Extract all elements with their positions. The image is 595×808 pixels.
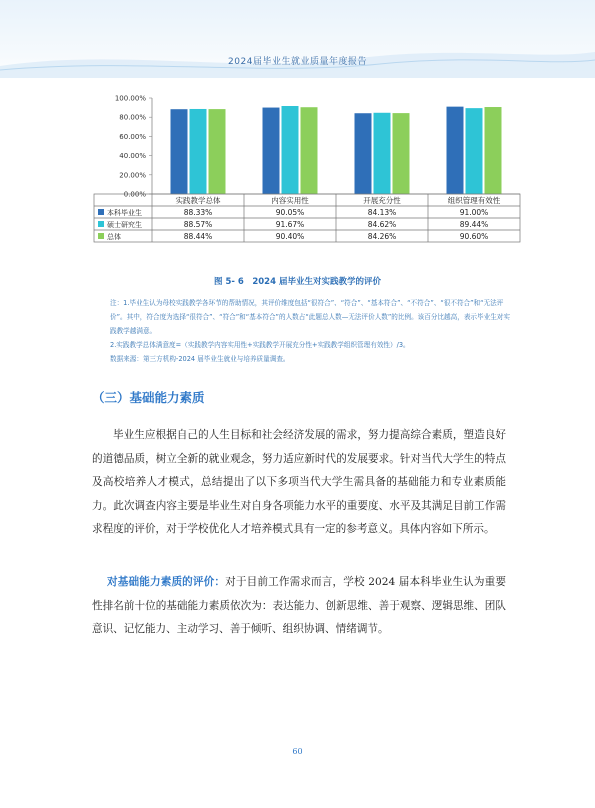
legend-swatch-2 [98,233,104,239]
x-category-label: 实践教学总体 [175,196,221,205]
x-category-label: 组织管理有效性 [447,196,501,205]
body-paragraph-2 [92,571,506,642]
data-label-0-1: 90.05% [275,208,305,217]
bar-2-0 [209,109,226,194]
legend-label-0: 本科毕业生 [107,209,142,217]
paragraph-2-text: 对于目前工作需求而言，学校 2024 届本科毕业生认为重要性排名前十位的基础能力素质依次为：表达能力、创新思维、善于观察、逻辑思维、团队意识、记忆能力、主动学习、善于倾听、组织协调、情绪调节。 [92,576,506,635]
legend-label-1: 硕士研究生 [107,221,142,229]
legend-swatch-0 [98,209,104,215]
y-tick-label: 100.00% [114,94,146,103]
data-label-2-0: 88.44% [183,232,213,241]
data-label-1-0: 88.57% [183,220,213,229]
bar-2-1 [301,107,318,194]
note-source: 数据来源：第三方机构-2024 届毕业生就业与培养质量调查。 [110,355,290,363]
data-label-1-2: 84.62% [367,220,397,229]
y-tick-label: 60.00% [119,132,146,141]
data-label-2-2: 84.26% [367,232,397,241]
paragraph-lead-in: 对基础能力素质的评价： [107,576,226,588]
legend-label-2: 总体 [107,233,121,241]
bar-1-3 [466,108,483,194]
bar-1-0 [190,109,207,194]
data-label-2-3: 90.60% [459,232,489,241]
y-tick-label: 0.00% [123,190,146,199]
data-label-0-2: 84.13% [367,208,397,217]
y-tick-label: 80.00% [119,113,146,122]
note-2: 2.实践教学总体满意度=（实践教学内容实用性+实践教学开展充分性+实践教学组织管理有效性）/3。 [110,341,410,349]
x-category-label: 内容实用性 [271,196,309,205]
running-header-title: 2024届毕业生就业质量年度报告 [228,57,367,67]
data-label-1-3: 89.44% [459,220,489,229]
legend-swatch-1 [98,221,104,227]
bar-2-2 [393,113,410,194]
section-heading: （三）基础能力素质 [92,390,205,405]
practice-teaching-bar-chart [90,92,520,252]
bar-2-3 [485,107,502,194]
bar-1-2 [374,113,391,194]
y-tick-label: 20.00% [119,171,146,180]
data-label-2-1: 90.40% [275,232,305,241]
bar-0-2 [355,113,372,194]
data-label-0-0: 88.33% [183,208,213,217]
bar-1-1 [282,106,299,194]
figure-notes [92,296,512,366]
page-number: 60 [292,747,303,756]
data-label-0-3: 91.00% [459,208,489,217]
figure-caption: 图 5- 6 2024 届毕业生对实践教学的评价 [214,277,381,287]
bar-0-3 [447,107,464,194]
x-category-label: 开展充分性 [363,196,401,205]
bar-0-1 [263,108,280,194]
note-1: 注：1.毕业生认为母校实践教学各环节的帮助情况，其评价维度包括“很符合”、“符合”、“基本符合”、“不符合”、“很不符合”和“无法评价”。其中，符合度为选择“很符合”、“符合”和“基本符合”的人数占“此题总人数—无法评价人数”的比例。该百分比越高，表示毕业生对实践教学越满意。 [110,299,510,335]
y-tick-label: 40.00% [119,152,146,161]
bar-0-0 [171,109,188,194]
body-paragraph-1: 毕业生应根据自己的人生目标和社会经济发展的需求，努力提高综合素质，塑造良好的道德品质，树立全新的就业观念，努力适应新时代的发展要求。针对当代大学生的特点及高校培养人才模式，总结提出了以下多项当代大学生需具备的基础能力和专业素质能力。此次调查内容主要是毕业生对自身各项能力水平的重要度、水平及其满足目前工作需求程度的评价，对于学校优化人才培养模式具有一定的参考意义。具体内容如下所示。 [92,429,506,535]
data-label-1-1: 91.67% [275,220,305,229]
